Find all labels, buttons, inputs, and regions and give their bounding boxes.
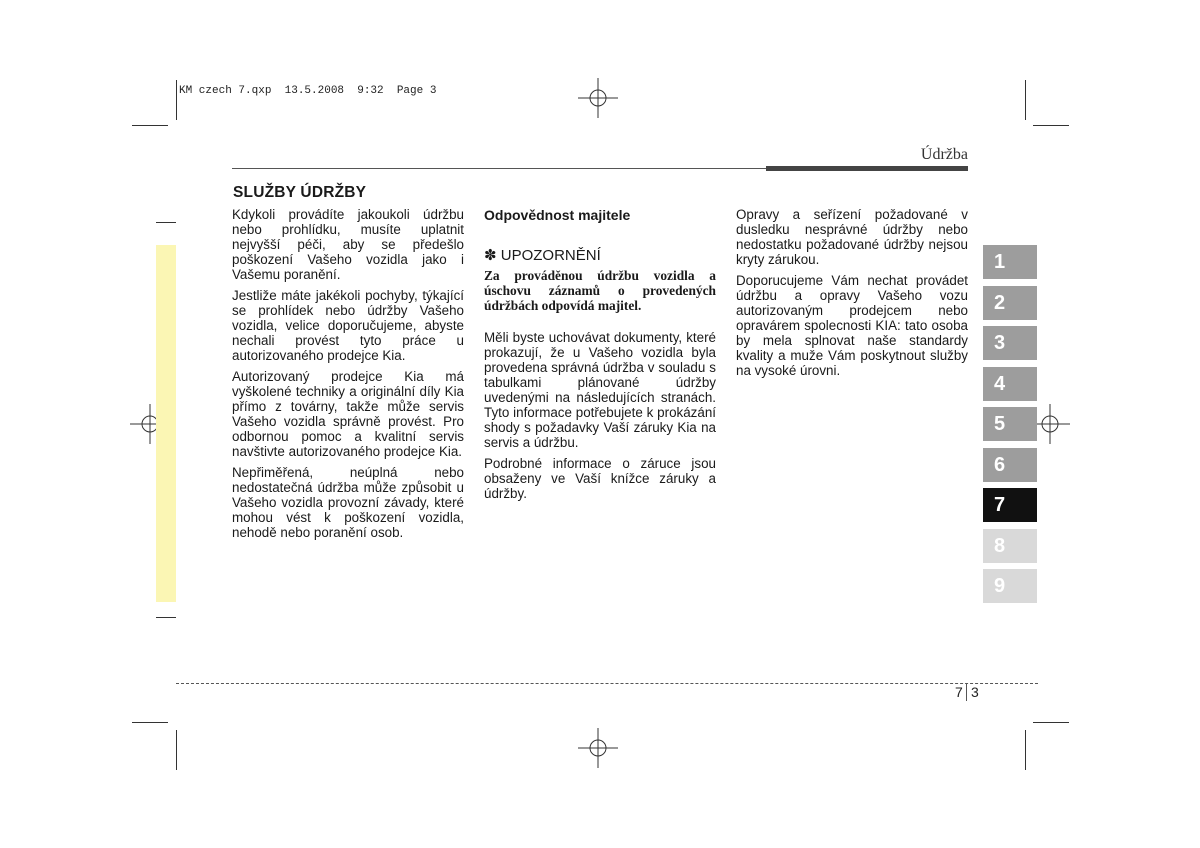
chapter-tab-6[interactable]: 6: [983, 448, 1037, 482]
page-number-separator: [966, 683, 967, 701]
chapter-tab-1[interactable]: 1: [983, 245, 1037, 279]
warning-text: Za prováděnou údržbu vozidla a úschovu záznamů o provedených údržbách odpovídá majitel.: [484, 268, 716, 313]
crop-mark: [1033, 125, 1069, 126]
registration-mark-icon: [578, 78, 618, 118]
crop-mark: [1033, 722, 1069, 723]
footer-page-number: 3: [971, 684, 979, 700]
crop-mark: [1025, 80, 1026, 120]
paragraph: Doporucujeme Vám nechat provádet údržbu a opravy Vašeho vozu autorizovaným prodejcem nebo opravárem spolecnosti KIA: tato osoba by mela splnovat naše standardy kvality a muže Vám poskytnout služby na vysoké úrovni.: [736, 273, 968, 378]
chapter-tab-5[interactable]: 5: [983, 407, 1037, 441]
paragraph: Jestliže máte jakékoli pochyby, týkající se prohlídek nebo údržby Vašeho vozidla, velice doporučujeme, abyste nechali provést tyto práce u autorizovaného prodejce Kia.: [232, 288, 464, 363]
paragraph: Autorizovaný prodejce Kia má vyškolené techniky a originální díly Kia přímo z továrny, takže může servis Vašeho vozidla správně provést. Pro odbornou pomoc a kvalitní servis navštivte autorizovaného prodejce Kia.: [232, 369, 464, 459]
print-slug: KM czech 7.qxp 13.5.2008 9:32 Page 3: [179, 85, 437, 97]
paragraph: Podrobné informace o záruce jsou obsaženy ve Vaší knížce záruky a údržby.: [484, 456, 716, 501]
subheading: Odpovědnost majitele: [484, 207, 631, 223]
chapter-tab-7[interactable]: 7: [983, 488, 1037, 522]
column-3: [736, 207, 968, 384]
chapter-tab-4[interactable]: 4: [983, 367, 1037, 401]
crop-mark: [1025, 730, 1026, 770]
section-title: Údržba: [920, 146, 968, 163]
crop-mark: [176, 80, 177, 120]
registration-mark-icon: [578, 728, 618, 768]
crop-mark: [132, 125, 168, 126]
crop-mark: [156, 617, 176, 618]
crop-mark: [132, 722, 168, 723]
chapter-tab-3[interactable]: 3: [983, 326, 1037, 360]
column-1: [232, 207, 464, 546]
chapter-tab-8[interactable]: 8: [983, 529, 1037, 563]
margin-highlight-bar: [156, 245, 176, 602]
paragraph: Měli byste uchovávat dokumenty, které prokazují, že u Vašeho vozidla byla provedena správná údržba v souladu s tabulkami plánované údržby uvedenými na následujících stranách. Tyto informace potřebujete k prokázání shody s požadavky Vaší záruky Kia na servis a údržbu.: [484, 330, 716, 450]
column-2: [484, 330, 716, 507]
footer-rule: [176, 683, 1038, 684]
warning-label: ✽ UPOZORNĚNÍ: [484, 247, 601, 264]
main-heading: SLUŽBY ÚDRŽBY: [233, 184, 367, 201]
header-rule-accent: [766, 166, 968, 171]
paragraph: Opravy a seřízení požadované v dusledku nesprávné údržby nebo nedostatku požadované údržby nejsou kryty zárukou.: [736, 207, 968, 267]
chapter-tab-9[interactable]: 9: [983, 569, 1037, 603]
footer-chapter-number: 7: [955, 684, 963, 700]
paragraph: Kdykoli provádíte jakoukoli údržbu nebo prohlídku, musíte uplatnit nejvyšší péči, aby se předešlo poškození Vašeho vozidla jako i Vašemu poranění.: [232, 207, 464, 282]
paragraph: Nepřiměřená, neúplná nebo nedostatečná údržba může způsobit u Vašeho vozidla provozní závady, které mohou vést k poškození vozidla, nehodě nebo poranění osob.: [232, 465, 464, 540]
crop-mark: [176, 730, 177, 770]
chapter-tab-2[interactable]: 2: [983, 286, 1037, 320]
crop-mark: [156, 222, 176, 223]
